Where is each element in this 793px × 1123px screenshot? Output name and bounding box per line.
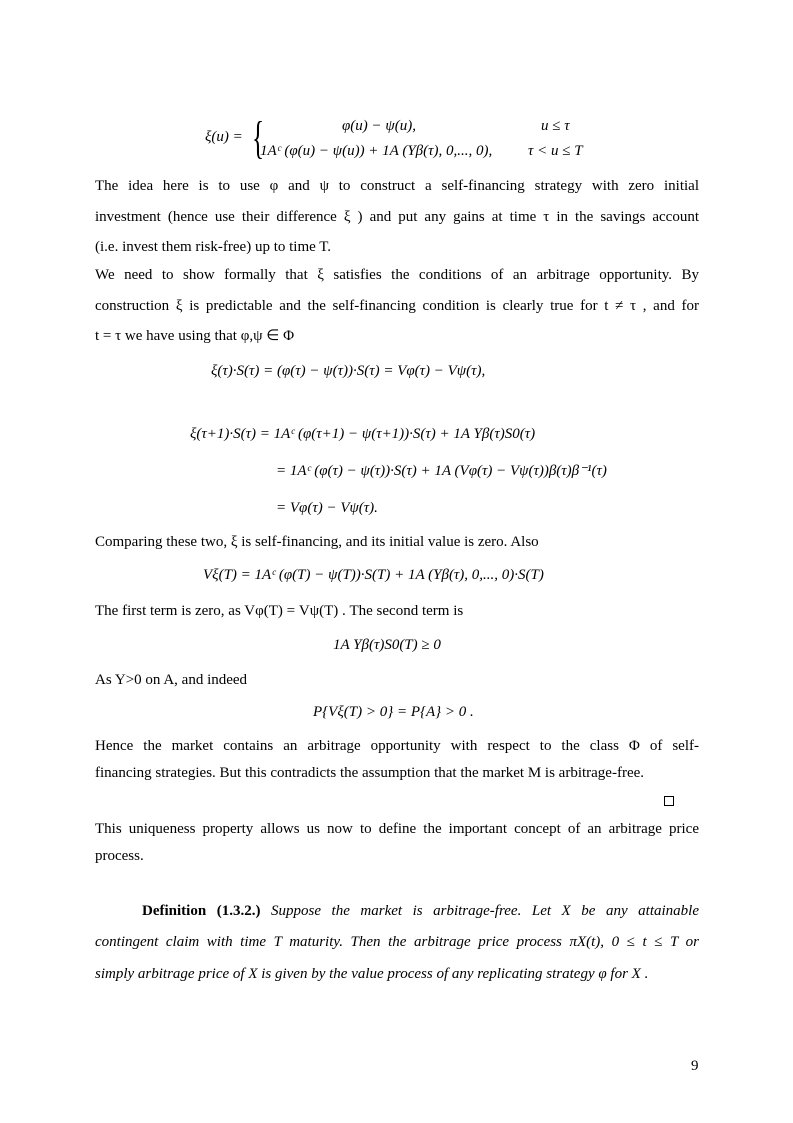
paragraph-hence-line-2: financing strategies. But this contradicts the assumption that the market M is arbitrage-free. (95, 765, 645, 781)
qed-symbol (664, 796, 674, 806)
page-number: 9 (691, 1058, 699, 1074)
paragraph-idea-line-3: (i.e. invest them risk-free) up to time T. (95, 239, 332, 255)
xi-case1-condition: u ≤ τ (541, 118, 570, 134)
paragraph-show-line-3: t = τ we have using that φ,ψ ∈ Φ (95, 328, 295, 344)
paragraph-show-line-1: We need to show formally that ξ satisfies the conditions of an arbitrage opportunity. By (95, 267, 699, 283)
definition-line-1 (95, 904, 699, 919)
equation-value-at-maturity: Vξ(T) = 1Aᶜ (φ(T) − ψ(T))·S(T) + 1A (Yβ(τ), 0,..., 0)·S(T) (203, 567, 544, 583)
xi-case2-expression: 1Aᶜ (φ(u) − ψ(u)) + 1A (Yβ(τ), 0,..., 0), (260, 143, 493, 159)
definition-line-3: simply arbitrage price of X is given by the value process of any replicating strategy φ for X . (95, 966, 649, 982)
paragraph-idea-line-1: The idea here is to use φ and ψ to construct a self-financing strategy with zero initial (95, 178, 699, 194)
xi-case2-condition: τ < u ≤ T (528, 143, 583, 159)
paragraph-show-line-2: construction ξ is predictable and the self-financing condition is clearly true for t ≠ τ , and for (95, 298, 699, 314)
equation-xi-tau-plus-1-line-3: = Vφ(τ) − Vψ(τ). (276, 500, 378, 516)
definition-text-1: Suppose the market is arbitrage-free. Let X be any attainable (271, 903, 699, 919)
paragraph-hence-line-1: Hence the market contains an arbitrage opportunity with respect to the class Φ of self- (95, 738, 699, 754)
paragraph-comparing: Comparing these two, ξ is self-financing, and its initial value is zero. Also (95, 534, 539, 550)
paragraph-idea-line-2: investment (hence use their difference ξ ) and put any gains at time τ in the savings account (95, 209, 699, 225)
equation-second-term: 1A Yβ(τ)S0(T) ≥ 0 (333, 637, 441, 653)
paragraph-uniqueness-line-1: This uniqueness property allows us now to define the important concept of an arbitrage price (95, 821, 699, 837)
equation-xi-tau-plus-1-line-2: = 1Aᶜ (φ(τ) − ψ(τ))·S(τ) + 1A (Vφ(τ) − Vψ(τ))β(τ)β⁻¹(τ) (276, 463, 607, 479)
paragraph-uniqueness-line-2: process. (95, 848, 144, 864)
piecewise-brace: { (252, 112, 265, 163)
equation-probability: P{Vξ(T) > 0} = P{A} > 0 . (313, 704, 474, 720)
paragraph-as-y-positive: As Y>0 on A, and indeed (95, 672, 248, 688)
xi-definition-lhs: ξ(u) = (205, 129, 243, 145)
xi-case1-expression: φ(u) − ψ(u), (342, 118, 416, 134)
equation-xi-tau: ξ(τ)·S(τ) = (φ(τ) − ψ(τ))·S(τ) = Vφ(τ) − Vψ(τ), (211, 363, 486, 379)
definition-line-2: contingent claim with time T maturity. Then the arbitrage price process πX(t), 0 ≤ t ≤ T or (95, 934, 699, 950)
equation-xi-tau-plus-1-line-1: ξ(τ+1)·S(τ) = 1Aᶜ (φ(τ+1) − ψ(τ+1))·S(τ) + 1A Yβ(τ)S0(τ) (190, 426, 536, 442)
paragraph-first-term: The first term is zero, as Vφ(T) = Vψ(T) . The second term is (95, 603, 464, 619)
definition-label: Definition (1.3.2.) (142, 903, 261, 919)
